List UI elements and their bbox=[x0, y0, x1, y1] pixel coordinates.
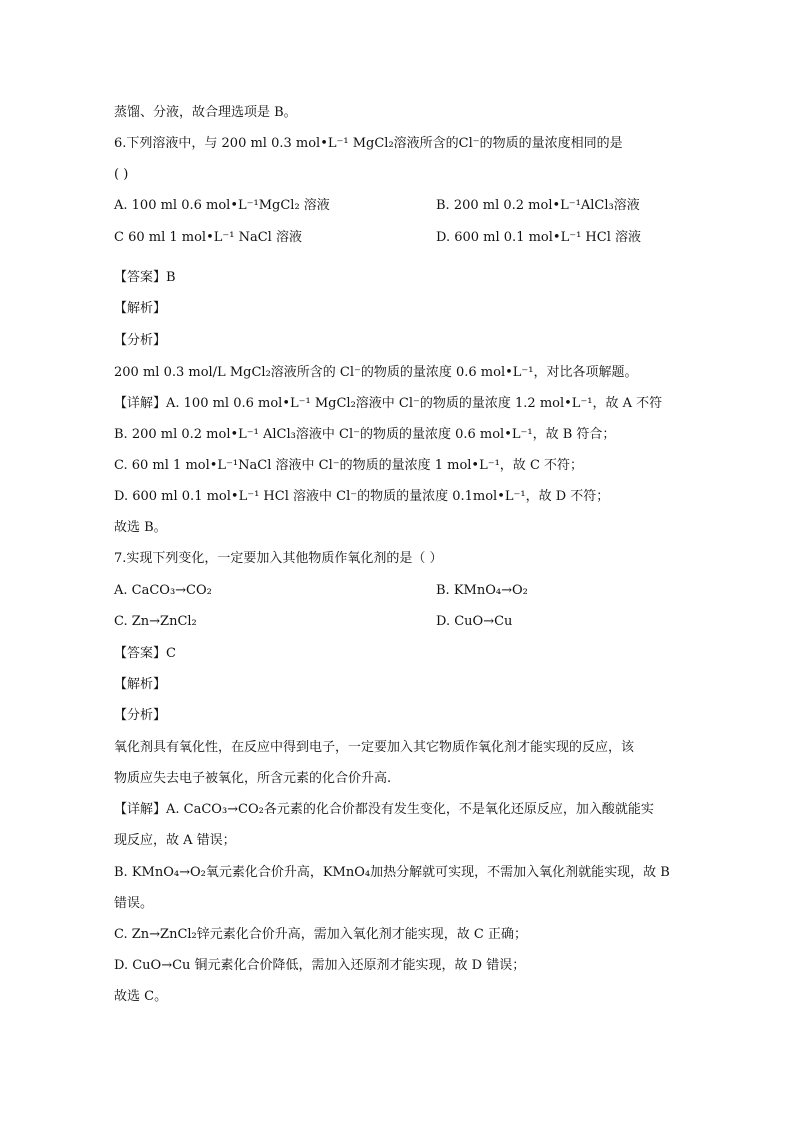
question-7-detail-c: C. Zn→ZnCl₂锌元素化合价升高，需加入氧化剂才能实现，故 C 正确； bbox=[114, 927, 527, 942]
question-6-detail-b: B. 200 ml 0.2 mol•L⁻¹ AlCl₃溶液中 Cl⁻的物质的量浓度 0.6 mol•L⁻¹，故 B 符合； bbox=[114, 427, 616, 442]
question-6-fenxi-heading: 【分析】 bbox=[114, 333, 167, 348]
question-6-analysis: 200 ml 0.3 mol/L MgCl₂溶液所含的 Cl⁻的物质的量浓度 0.6 mol•L⁻¹，对比各项解题。 bbox=[114, 365, 638, 380]
question-7-detail-d: D. CuO→Cu 铜元素化合价降低，需加入还原剂才能实现，故 D 错误； bbox=[114, 958, 526, 973]
question-7-option-d: D. CuO→Cu bbox=[436, 614, 513, 629]
question-6-jiexi-heading: 【解析】 bbox=[114, 301, 167, 316]
text-line: 蒸馏、分液，故合理选项是 B。 bbox=[114, 105, 297, 120]
question-6-option-c: C 60 ml 1 mol•L⁻¹ NaCl 溶液 bbox=[114, 230, 302, 245]
question-6-answer: 【答案】B bbox=[114, 270, 176, 285]
question-6-paren: ( ) bbox=[114, 167, 129, 182]
question-7-jiexi-heading: 【解析】 bbox=[114, 677, 167, 692]
question-7-detail-a-line-1: 【详解】A. CaCO₃→CO₂各元素的化合价都没有发生变化，不是氧化还原反应，加入酸就能实 bbox=[114, 802, 654, 817]
question-6-title: 6.下列溶液中，与 200 ml 0.3 mol•L⁻¹ MgCl₂溶液所含的Cl⁻的物质的量浓度相同的是 bbox=[114, 136, 623, 151]
question-7-fenxi-heading: 【分析】 bbox=[114, 708, 167, 723]
question-6-option-d: D. 600 ml 0.1 mol•L⁻¹ HCl 溶液 bbox=[436, 230, 641, 245]
question-7-option-a: A. CaCO₃→CO₂ bbox=[114, 583, 212, 598]
question-6-option-b: B. 200 ml 0.2 mol•L⁻¹AlCl₃溶液 bbox=[436, 198, 640, 213]
question-7-answer: 【答案】C bbox=[114, 646, 176, 661]
question-6-detail-c: C. 60 ml 1 mol•L⁻¹NaCl 溶液中 Cl⁻的物质的量浓度 1 mol•L⁻¹，故 C 不符； bbox=[114, 458, 584, 473]
question-7-option-c: C. Zn→ZnCl₂ bbox=[114, 614, 197, 629]
question-6-detail-d: D. 600 ml 0.1 mol•L⁻¹ HCl 溶液中 Cl⁻的物质的量浓度 0.1mol•L⁻¹，故 D 不符； bbox=[114, 489, 610, 504]
question-7-detail-b-line-2: 错误。 bbox=[114, 896, 154, 911]
question-6-choose: 故选 B。 bbox=[114, 520, 167, 535]
question-7-analysis-line-1: 氧化剂具有氧化性，在反应中得到电子，一定要加入其它物质作氧化剂才能实现的反应，该 bbox=[114, 740, 635, 755]
question-7-option-b: B. KMnO₄→O₂ bbox=[436, 583, 528, 598]
question-7-title: 7.实现下列变化，一定要加入其他物质作氧化剂的是（ ） bbox=[114, 551, 443, 566]
question-6-option-a: A. 100 ml 0.6 mol•L⁻¹MgCl₂ 溶液 bbox=[114, 198, 330, 213]
question-7-detail-a-line-2: 现反应，故 A 错误； bbox=[114, 833, 236, 848]
question-7-detail-b-line-1: B. KMnO₄→O₂氧元素化合价升高，KMnO₄加热分解就可实现，不需加入氧化剂就能实现，故 B bbox=[114, 865, 670, 880]
question-7-choose: 故选 C。 bbox=[114, 989, 168, 1004]
question-7-analysis-line-2: 物质应失去电子被氧化，所含元素的化合价升高. bbox=[114, 771, 392, 786]
question-6-detail-a: 【详解】A. 100 ml 0.6 mol•L⁻¹ MgCl₂溶液中 Cl⁻的物质的量浓度 1.2 mol•L⁻¹，故 A 不符 bbox=[114, 396, 663, 411]
